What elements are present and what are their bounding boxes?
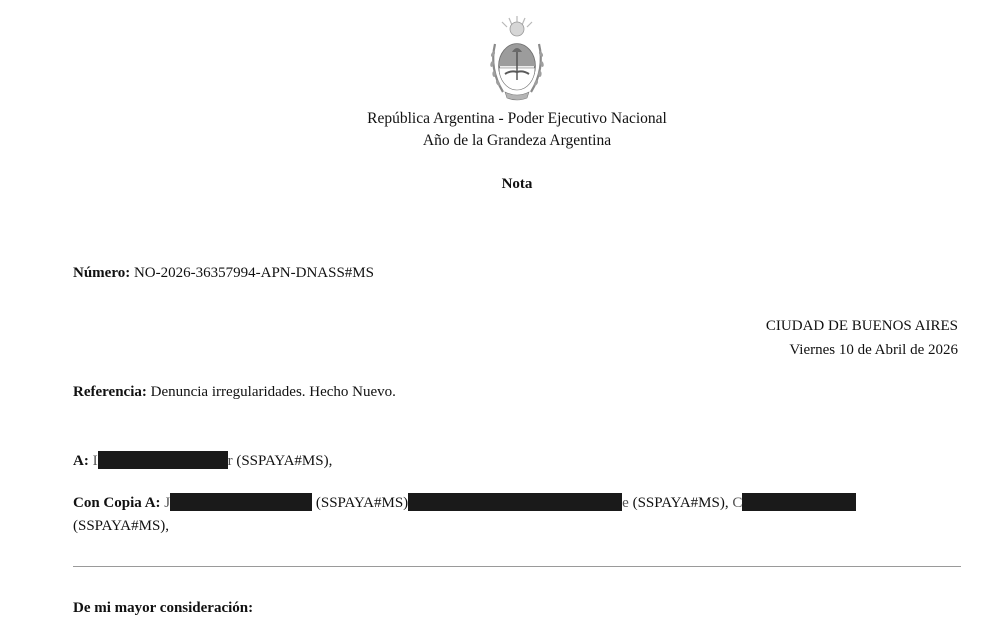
section-divider — [73, 566, 961, 567]
document-number-row — [73, 265, 374, 282]
copy-to-row-continued — [73, 518, 169, 535]
copy-first-fragment: J — [164, 495, 171, 511]
city: CIUDAD DE BUENOS AIRES — [765, 318, 958, 334]
greeting: De mi mayor consideración: — [73, 600, 254, 616]
header-year-motto: Año de la Grandeza Argentina — [422, 132, 612, 149]
reference-row — [73, 384, 396, 401]
redaction-bar — [408, 493, 622, 511]
redaction-bar — [742, 493, 856, 511]
copy-org-1: (SSPAYA#MS) — [315, 495, 409, 511]
argentine-coat-of-arms-icon — [485, 14, 549, 110]
redaction-bar — [170, 493, 312, 511]
copy-to-label: Con Copia A: — [73, 495, 161, 511]
document-number-label: Número: — [73, 265, 131, 281]
reference-label: Referencia: — [73, 384, 147, 400]
recipient-org: (SSPAYA#MS), — [236, 453, 333, 469]
document-type-title: Nota — [501, 176, 533, 192]
copy-to-row — [73, 493, 856, 512]
document-number-value: NO-2026-36357994-APN-DNASS#MS — [133, 265, 374, 281]
recipient-prefix-fragment: I — [92, 453, 98, 469]
copy-third-fragment: C — [732, 495, 743, 511]
copy-org-3: (SSPAYA#MS), — [73, 518, 170, 534]
header-government-line: República Argentina - Poder Ejecutivo Nacional — [367, 110, 667, 127]
date: Viernes 10 de Abril de 2026 — [789, 342, 958, 358]
place-date-block — [766, 314, 958, 362]
reference-value: Denuncia irregularidades. Hecho Nuevo. — [150, 384, 396, 400]
copy-second-fragment: e — [622, 495, 629, 511]
recipient-suffix-fragment: r — [227, 453, 233, 469]
recipient-label: A: — [73, 453, 89, 469]
redaction-bar — [98, 451, 228, 469]
recipient-row — [73, 451, 332, 470]
copy-org-2: (SSPAYA#MS), — [632, 495, 729, 511]
